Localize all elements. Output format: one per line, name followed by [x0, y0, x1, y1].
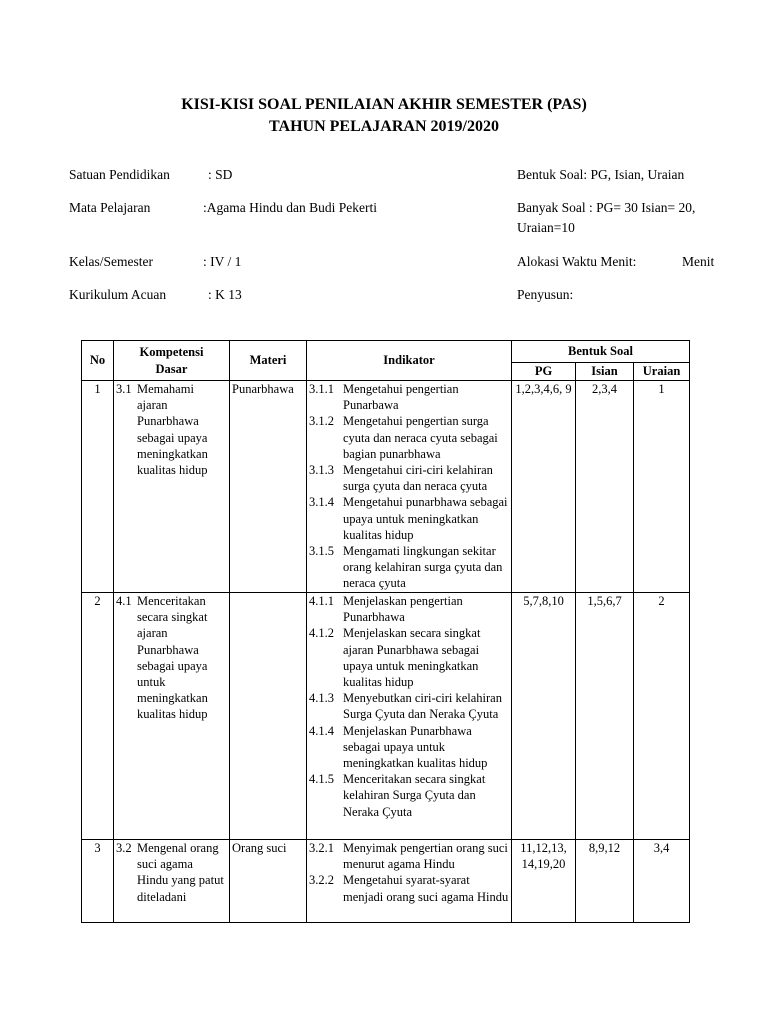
header-isian: Isian: [576, 363, 634, 381]
info-satuan-value: : SD: [208, 167, 233, 182]
header-pg: PG: [512, 363, 576, 381]
indikator-item: 4.1.4 Menjelaskan Punarbhawa sebagai upaya untuk meningkatkan kualitas hidup: [309, 723, 488, 771]
cell-isian: 8,9,12: [576, 840, 634, 923]
cell-materi: Orang suci: [230, 840, 307, 923]
info-alokasi-label: Alokasi Waktu Menit:: [517, 254, 637, 269]
cell-materi: [230, 593, 307, 840]
table-row: [82, 381, 690, 593]
header-indikator: Indikator: [307, 341, 512, 381]
indikator-item: 3.2.2 Mengetahui syarat-syarat menjadi orang suci agama Hindu: [309, 873, 509, 904]
indikator-item: 4.1.5 Menceritakan secara singkat kelahiran Surga Çyuta dan Neraka Çyuta: [309, 772, 486, 819]
info-kurikulum-value: : K 13: [208, 287, 242, 302]
info-bentuk-soal: Bentuk Soal: PG, Isian, Uraian: [517, 167, 685, 182]
cell-isian: 1,5,6,7: [576, 593, 634, 840]
cell-pg: 5,7,8,10: [512, 593, 576, 840]
document-title-line1: KISI-KISI SOAL PENILAIAN AKHIR SEMESTER (PAS): [181, 96, 587, 113]
cell-uraian: 2: [634, 593, 690, 840]
indikator-item: 3.2.1 Menyimak pengertian orang suci menurut agama Hindu: [309, 841, 508, 872]
cell-pg: 1,2,3,4,6, 9: [512, 381, 576, 593]
header-bentuk-soal: Bentuk Soal: [512, 341, 690, 363]
info-mapel-label: Mata Pelajaran: [69, 200, 151, 215]
indikator-item: 3.1.2 Mengetahui pengertian surga cyuta dan neraca cyuta sebagai bagian punarbhawa: [309, 414, 498, 461]
info-alokasi-unit: Menit: [682, 254, 715, 269]
info-penyusun: Penyusun:: [517, 287, 574, 302]
kisi-kisi-table: [81, 340, 690, 923]
cell-materi: Punarbhawa: [230, 381, 307, 593]
table-row: [82, 840, 690, 923]
cell-no: 2: [82, 593, 114, 840]
table-row: [82, 593, 690, 840]
info-banyak-soal-1: Banyak Soal : PG= 30 Isian= 20,: [517, 200, 696, 215]
cell-uraian: 1: [634, 381, 690, 593]
header-kompetensi-dasar: Kompetensi Dasar: [114, 341, 230, 381]
info-kurikulum-label: Kurikulum Acuan: [69, 287, 167, 302]
indikator-item: 4.1.3 Menyebutkan ciri-ciri kelahiran Surga Çyuta dan Neraka Çyuta: [309, 691, 502, 722]
cell-kompetensi-dasar: 4.1 Menceritakan secara singkat ajaran Punarbhawa sebagai upaya untuk meningkatkan kualitas hidup: [114, 593, 230, 840]
indikator-item: 4.1.2 Menjelaskan secara singkat ajaran Punarbhawa sebagai upaya untuk meningkatkan kualitas hidup: [309, 626, 481, 690]
header-no: No: [82, 341, 114, 381]
indikator-item: 3.1.4 Mengetahui punarbhawa sebagai upaya untuk meningkatkan kualitas hidup: [309, 495, 508, 542]
document-title-line2: TAHUN PELAJARAN 2019/2020: [269, 118, 499, 135]
cell-pg: 11,12,13, 14,19,20: [512, 840, 576, 923]
header-uraian: Uraian: [634, 363, 690, 381]
cell-no: 1: [82, 381, 114, 593]
cell-indikator: [307, 381, 512, 593]
info-satuan-label: Satuan Pendidikan: [69, 167, 170, 182]
indikator-item: 3.1.5 Mengamati lingkungan sekitar orang kelahiran surga çyuta dan neraca çyuta: [309, 544, 503, 591]
cell-indikator: [307, 593, 512, 840]
cell-uraian: 3,4: [634, 840, 690, 923]
cell-isian: 2,3,4: [576, 381, 634, 593]
indikator-item: 3.1.3 Mengetahui ciri-ciri kelahiran surga çyuta dan neraca çyuta: [309, 463, 493, 494]
cell-no: 3: [82, 840, 114, 923]
info-banyak-soal-2: Uraian=10: [517, 220, 575, 235]
cell-indikator: [307, 840, 512, 923]
info-kelas-label: Kelas/Semester: [69, 254, 153, 269]
info-kelas-value: : IV / 1: [203, 254, 242, 269]
indikator-item: 4.1.1 Menjelaskan pengertian Punarbhawa: [309, 594, 463, 625]
header-materi: Materi: [230, 341, 307, 381]
cell-kompetensi-dasar: 3.1 Memahami ajaran Punarbhawa sebagai upaya meningkatkan kualitas hidup: [114, 381, 230, 593]
info-mapel-value: :Agama Hindu dan Budi Pekerti: [203, 200, 377, 215]
cell-kompetensi-dasar: 3.2 Mengenal orang suci agama Hindu yang patut diteladani: [114, 840, 230, 923]
indikator-item: 3.1.1 Mengetahui pengertian Punarbawa: [309, 382, 459, 413]
